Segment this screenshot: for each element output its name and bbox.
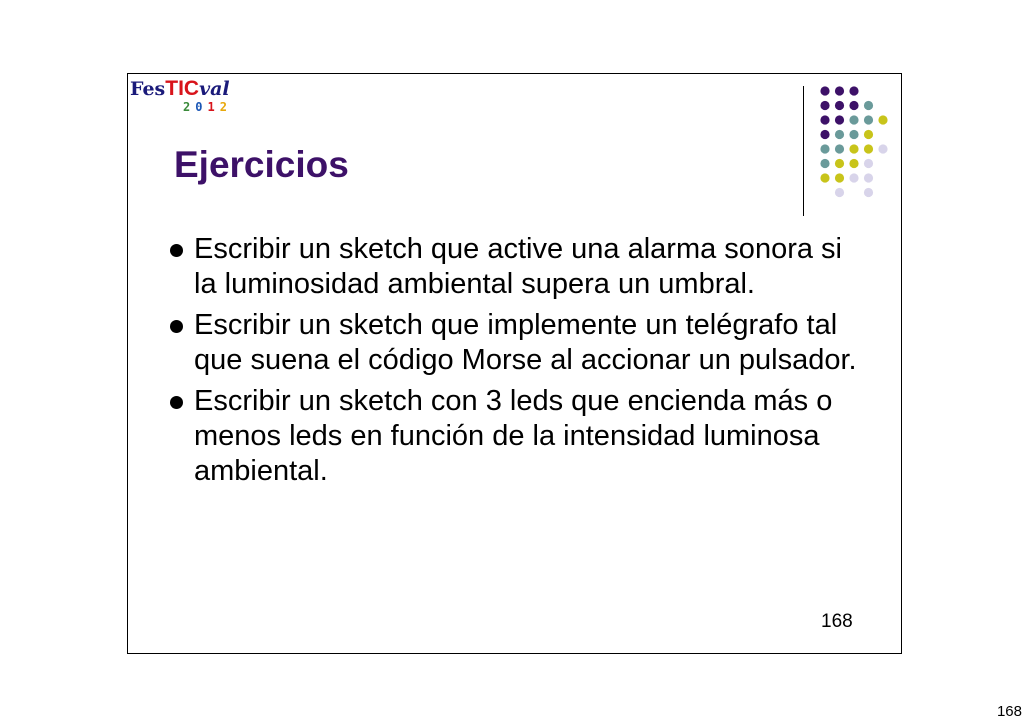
decorative-dot bbox=[849, 101, 858, 110]
divider-line bbox=[803, 86, 804, 216]
decorative-dot-grid bbox=[808, 74, 903, 204]
decorative-dot bbox=[820, 115, 829, 124]
bullet-text: Escribir un sketch que active una alarma sonora si la luminosidad ambiental supera un umbral. bbox=[194, 233, 842, 300]
bullet-list bbox=[164, 232, 864, 495]
decorative-dot bbox=[820, 159, 829, 168]
decorative-dot bbox=[820, 101, 829, 110]
decorative-dot bbox=[864, 159, 873, 168]
decorative-dot bbox=[835, 144, 844, 153]
logo-val: val bbox=[199, 78, 230, 100]
decorative-dot bbox=[849, 115, 858, 124]
bullet-item bbox=[164, 232, 864, 302]
decorative-dot bbox=[864, 144, 873, 153]
bullet-dot-icon bbox=[170, 320, 183, 333]
slide-title: Ejercicios bbox=[174, 144, 349, 185]
decorative-dot bbox=[835, 173, 844, 182]
logo-fes: Fes bbox=[130, 78, 166, 100]
decorative-dot bbox=[835, 159, 844, 168]
decorative-dot bbox=[849, 173, 858, 182]
decorative-dot bbox=[820, 130, 829, 139]
decorative-dot bbox=[849, 159, 858, 168]
logo-tic: TIC bbox=[165, 77, 200, 100]
bullet-item bbox=[164, 308, 864, 378]
decorative-dot bbox=[835, 115, 844, 124]
logo-year-digit: 0 bbox=[195, 100, 203, 114]
decorative-dot bbox=[820, 144, 829, 153]
decorative-dot bbox=[849, 144, 858, 153]
bullet-item bbox=[164, 384, 864, 489]
slide-number: 168 bbox=[821, 611, 853, 632]
decorative-dot bbox=[835, 101, 844, 110]
logo-year bbox=[182, 101, 228, 113]
decorative-dot bbox=[864, 101, 873, 110]
logo-year-digit: 2 bbox=[183, 100, 191, 114]
decorative-dot bbox=[820, 86, 829, 95]
page-number: 168 bbox=[996, 703, 1022, 720]
logo-year-digit: 2 bbox=[219, 100, 227, 114]
decorative-dot bbox=[864, 173, 873, 182]
decorative-dot bbox=[835, 188, 844, 197]
decorative-dot bbox=[820, 173, 829, 182]
bullet-dot-icon bbox=[170, 396, 183, 409]
decorative-dot bbox=[835, 86, 844, 95]
logo-wordmark bbox=[130, 77, 230, 101]
bullet-dot-icon bbox=[170, 244, 183, 257]
bullet-text: Escribir un sketch con 3 leds que encienda más o menos leds en función de la intensidad luminosa ambiental. bbox=[194, 385, 833, 487]
slide bbox=[127, 73, 902, 654]
decorative-dot bbox=[878, 115, 887, 124]
decorative-dot bbox=[864, 130, 873, 139]
bullet-text: Escribir un sketch que implemente un telégrafo tal que suena el código Morse al accionar un pulsador. bbox=[194, 309, 857, 376]
decorative-dot bbox=[864, 188, 873, 197]
decorative-dot bbox=[849, 130, 858, 139]
decorative-dot bbox=[878, 144, 887, 153]
decorative-dot bbox=[864, 115, 873, 124]
decorative-dot bbox=[849, 86, 858, 95]
festicval-logo bbox=[130, 77, 242, 119]
logo-year-digit: 1 bbox=[207, 100, 215, 114]
decorative-dot bbox=[835, 130, 844, 139]
